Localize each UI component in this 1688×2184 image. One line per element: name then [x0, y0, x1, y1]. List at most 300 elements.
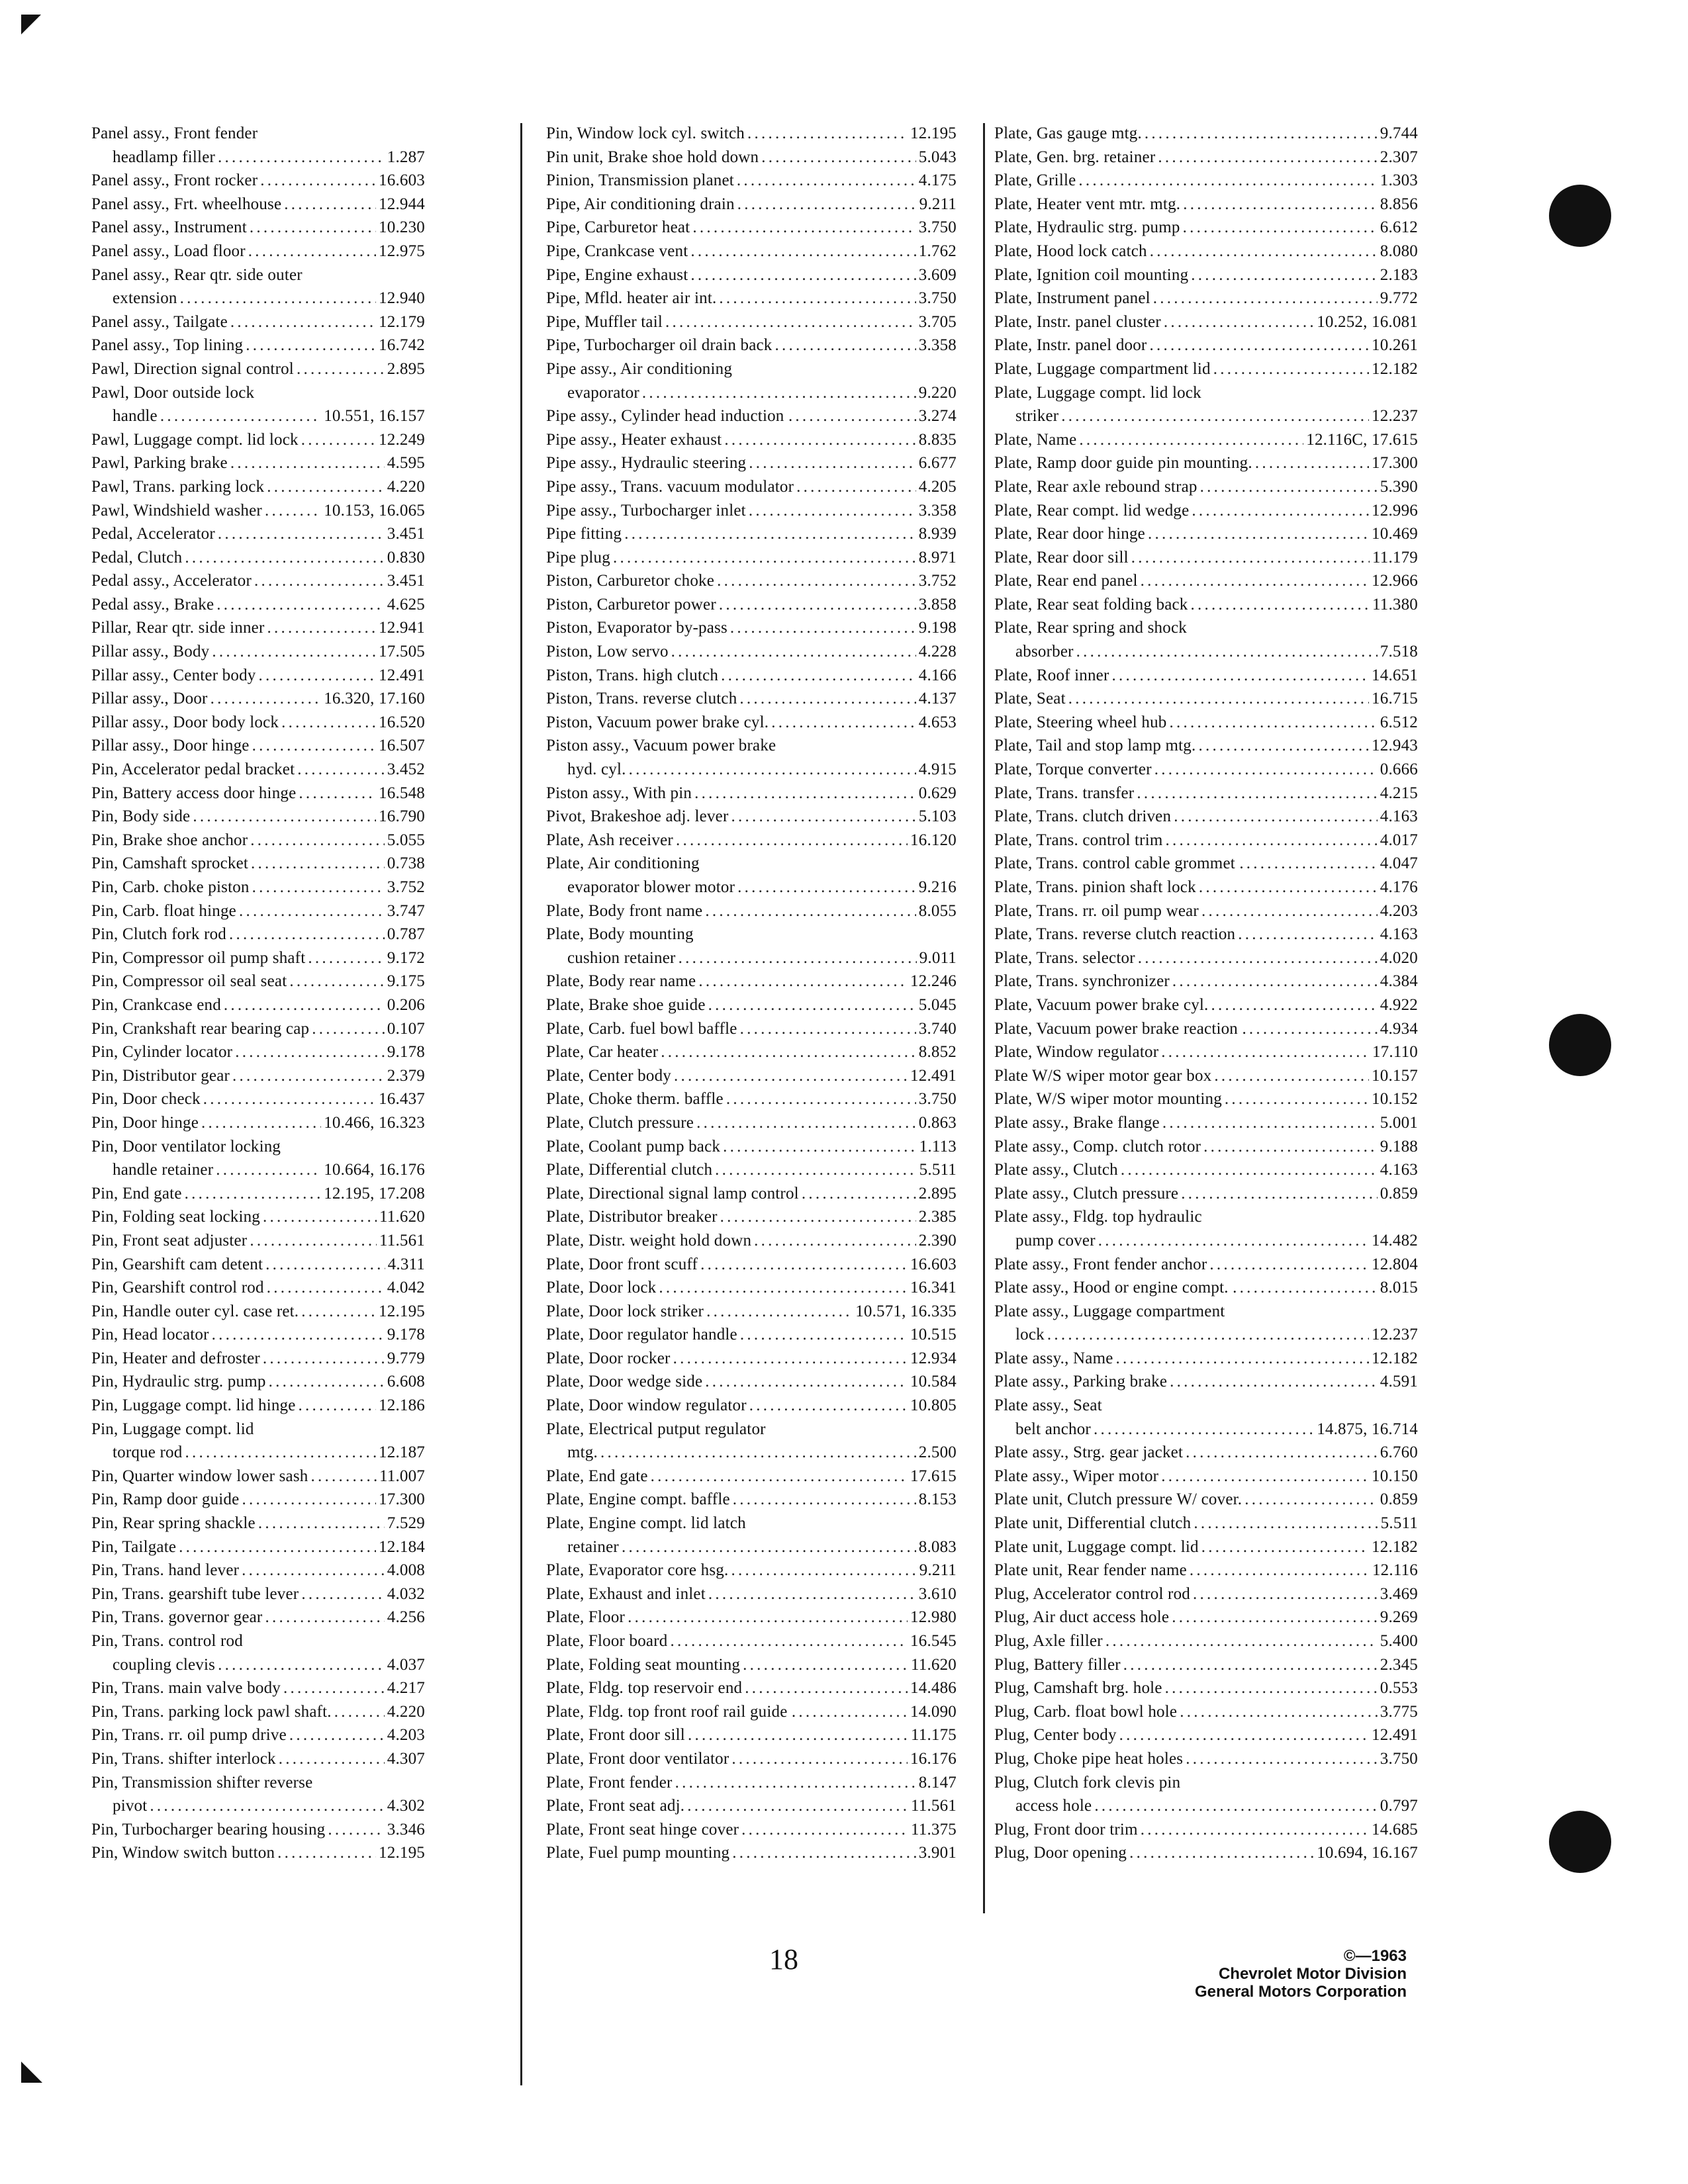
index-entry-term: Pin, Door hinge [91, 1113, 199, 1132]
index-entry-reference: 3.752 [387, 878, 425, 896]
index-entry-reference: 7.529 [387, 1514, 425, 1533]
index-entry [546, 1040, 957, 1064]
index-entry [546, 782, 957, 805]
index-entry [91, 216, 425, 240]
index-entry [91, 546, 425, 570]
dot-leader [229, 923, 385, 946]
index-entry-reference: 9.269 [1380, 1608, 1418, 1627]
dot-leader [665, 310, 916, 334]
index-entry [546, 946, 957, 970]
index-entry-term: Plate, Rear door hinge [994, 525, 1145, 543]
index-entry [91, 758, 425, 782]
dot-leader [277, 1841, 376, 1865]
index-entry [546, 1300, 957, 1324]
index-entry-heading [546, 357, 957, 381]
dot-leader [1161, 1040, 1370, 1064]
index-entry [91, 1676, 425, 1700]
dot-leader [1238, 923, 1378, 946]
dot-leader [254, 569, 385, 593]
index-entry-reference: 4.922 [1380, 995, 1418, 1014]
index-entry-term: Pin, Trans. hand lever [91, 1561, 240, 1580]
dot-leader [1154, 758, 1378, 782]
index-entry-term: Plate W/S wiper motor gear box [994, 1066, 1212, 1085]
index-entry-reference: 8.852 [918, 1043, 957, 1062]
index-entry-term: Plug, Axle filler [994, 1632, 1103, 1650]
index-entry-term: handle retainer [113, 1161, 214, 1179]
index-entry-term: Pin, Front seat adjuster [91, 1231, 248, 1250]
index-entry-term: Plate, Front door ventilator [546, 1749, 729, 1768]
index-entry [994, 169, 1418, 193]
index-entry-term: Plate, Hood lock catch [994, 242, 1147, 260]
index-entry-term: Pin, Luggage compt. lid hinge [91, 1396, 296, 1415]
index-entry-term: Plate, Floor board [546, 1632, 668, 1650]
dot-leader [1129, 1841, 1314, 1865]
index-entry-term: Plate, Rear seat folding back [994, 595, 1188, 614]
index-entry-heading [994, 616, 1418, 640]
dot-leader [1149, 334, 1369, 357]
index-entry [546, 475, 957, 499]
index-entry-term: Plate assy., Front fender anchor [994, 1255, 1207, 1273]
index-entry-term: Piston assy., With pin [546, 784, 692, 802]
dot-leader [733, 1488, 916, 1512]
index-entry [546, 1111, 957, 1135]
dot-leader [688, 1723, 908, 1747]
index-entry [994, 734, 1418, 758]
index-entry-term: Plate, Evaporator core hsg. [546, 1561, 729, 1580]
index-entry-reference: 0.629 [918, 784, 957, 802]
index-entry [546, 640, 957, 664]
dot-leader [1123, 1653, 1378, 1677]
index-entry-term: Pipe fitting [546, 525, 622, 543]
index-entry-reference: 12.116 [1372, 1561, 1418, 1580]
index-entry-heading [91, 381, 425, 405]
index-entry-reference: 3.750 [918, 289, 957, 308]
dot-leader [1116, 1347, 1370, 1371]
index-entry-term: Plate, Gen. brg. retainer [994, 148, 1156, 166]
index-entry-reference: 3.451 [387, 525, 425, 543]
index-entry-reference: 17.300 [379, 1490, 425, 1509]
index-entry [994, 357, 1418, 381]
index-entry-term: Plate, Distributor breaker [546, 1208, 718, 1226]
index-entry-term: Plate, Luggage compt. lid lock [994, 383, 1201, 402]
dot-leader [1094, 1794, 1377, 1818]
index-entry [91, 734, 425, 758]
index-entry-reference: 2.385 [918, 1208, 957, 1226]
dot-leader [218, 146, 385, 169]
index-entry-reference: 3.358 [918, 336, 957, 355]
index-entry [994, 876, 1418, 899]
index-entry-term: Pillar assy., Door body lock [91, 713, 279, 731]
index-entry-term: Pin, Hydraulic strg. pump [91, 1373, 266, 1391]
index-entry-term: Plate, Fldg. top reservoir end [546, 1679, 743, 1698]
dot-leader [1174, 805, 1378, 829]
index-entry-reference: 12.980 [910, 1608, 957, 1627]
index-entry-term: torque rod [113, 1443, 183, 1462]
index-entry-reference: 16.507 [379, 737, 425, 755]
dot-leader [661, 1040, 915, 1064]
index-entry-term: Plate, Seat [994, 690, 1066, 708]
index-entry [994, 1535, 1418, 1559]
index-entry-term: striker [1015, 407, 1059, 426]
dot-leader [1170, 1370, 1378, 1394]
index-entry [546, 593, 957, 617]
index-entry [994, 829, 1418, 852]
index-entry [994, 1158, 1418, 1182]
index-entry-term: Plate, Electrical putput regulator [546, 1420, 766, 1438]
index-entry-term: Plate unit, Rear fender name [994, 1561, 1187, 1580]
index-entry-reference: 9.198 [918, 619, 957, 637]
index-entry [91, 1582, 425, 1606]
dot-leader [1158, 146, 1377, 169]
index-entry [91, 616, 425, 640]
dot-leader [260, 169, 376, 193]
index-entry-reference: 16.603 [910, 1255, 957, 1273]
index-entry-reference: 1.762 [918, 242, 957, 260]
index-entry-term: Plate, Engine compt. baffle [546, 1490, 730, 1509]
dot-leader [724, 428, 915, 452]
index-entry [994, 1606, 1418, 1629]
index-entry [91, 899, 425, 923]
copyright-year: ©—1963 [1343, 1947, 1407, 1965]
index-entry-reference: 4.203 [387, 1726, 425, 1745]
dot-leader [312, 1017, 385, 1041]
dot-leader [1180, 1700, 1378, 1724]
corner-mark-bottom-left [21, 2062, 42, 2083]
index-entry-term: Pedal assy., Accelerator [91, 572, 252, 590]
index-entry [546, 1087, 957, 1111]
dot-leader [301, 1582, 384, 1606]
index-entry-reference: 3.469 [1380, 1584, 1418, 1603]
index-entry [91, 1818, 425, 1842]
index-entry-term: Pin, Compressor oil pump shaft [91, 948, 306, 967]
index-entry-term: Plate, Rear axle rebound strap [994, 477, 1197, 496]
index-entry-term: headlamp filler [113, 148, 216, 166]
dot-leader [265, 1606, 384, 1629]
index-entry-term: Plate, Front fender [546, 1773, 673, 1792]
index-entry [546, 1135, 957, 1159]
index-entry-term: coupling clevis [113, 1655, 216, 1674]
index-entry [994, 852, 1418, 876]
index-entry-reference: 14.090 [910, 1702, 957, 1721]
index-entry [546, 1606, 957, 1629]
index-entry-reference: 10.694, 16.167 [1317, 1844, 1418, 1862]
index-entry [91, 687, 425, 711]
index-entry-term: Pawl, Door outside lock [91, 383, 255, 402]
index-entry-reference: 10.157 [1372, 1066, 1418, 1085]
index-entry-term: Panel assy., Instrument [91, 218, 247, 237]
dot-leader [673, 1347, 908, 1371]
index-entry-reference: 2.895 [387, 359, 425, 378]
index-entry-reference: 6.608 [387, 1373, 425, 1391]
index-entry [546, 1582, 957, 1606]
index-entry [994, 664, 1418, 688]
index-entry [546, 404, 957, 428]
index-entry-term: Plate assy., Comp. clutch rotor [994, 1137, 1201, 1156]
dot-leader [1181, 1182, 1378, 1206]
index-entry-reference: 0.859 [1380, 1184, 1418, 1203]
index-entry [546, 1253, 957, 1277]
index-entry-reference: 16.437 [379, 1090, 425, 1109]
dot-leader [795, 404, 915, 428]
index-entry-term: Pin, Battery access door hinge [91, 784, 297, 802]
index-entry-term: hyd. cyl. [567, 760, 626, 779]
index-entry-reference: 0.206 [387, 995, 425, 1014]
dot-leader [708, 1582, 916, 1606]
index-entry-term: Plate, Door front scuff [546, 1255, 698, 1273]
dot-leader [1119, 1723, 1369, 1747]
index-entry-reference: 3.452 [387, 760, 425, 779]
dot-leader [250, 216, 376, 240]
dot-leader [690, 240, 915, 263]
dot-leader [289, 970, 384, 993]
index-entry-reference: 12.943 [1372, 737, 1418, 755]
index-entry [994, 1653, 1418, 1677]
dot-leader [715, 1158, 917, 1182]
index-entry [994, 899, 1418, 923]
dot-leader [230, 310, 376, 334]
index-entry-term: Plate assy., Luggage compartment [994, 1302, 1225, 1320]
dot-leader [676, 829, 908, 852]
index-entry [546, 310, 957, 334]
index-entry-reference: 16.548 [379, 784, 425, 802]
index-entry [546, 876, 957, 899]
index-entry-term: Plate, Ignition coil mounting [994, 265, 1189, 284]
dot-leader [1255, 451, 1369, 475]
index-entry-term: pivot [113, 1797, 148, 1815]
index-entry-reference: 16.715 [1372, 690, 1418, 708]
index-entry-reference: 8.147 [918, 1773, 957, 1792]
index-entry [91, 1323, 425, 1347]
index-entry-term: Plate unit, Clutch pressure W/ cover. [994, 1490, 1243, 1509]
index-entry-reference: 9.744 [1380, 124, 1418, 142]
index-entry [91, 1841, 425, 1865]
index-entry-heading [91, 263, 425, 287]
dot-leader [265, 1253, 385, 1277]
index-entry-term: Plug, Air duct access hole [994, 1608, 1170, 1627]
index-entry-term: Pin, Cylinder locator [91, 1043, 233, 1062]
dot-leader [1145, 122, 1378, 146]
index-entry-term: Plate, Front seat adj. [546, 1797, 685, 1815]
index-entry-reference: 3.451 [387, 572, 425, 590]
index-entry [994, 1017, 1418, 1041]
index-entry [91, 946, 425, 970]
dot-leader [283, 1676, 385, 1700]
index-entry-term: lock [1015, 1326, 1045, 1344]
index-entry [994, 475, 1418, 499]
dot-leader [297, 758, 385, 782]
dot-leader [193, 805, 376, 829]
index-entry-reference: 4.037 [387, 1655, 425, 1674]
index-entry [994, 1559, 1418, 1582]
index-entry [546, 546, 957, 570]
index-entry-term: Plate, Brake shoe guide [546, 995, 706, 1014]
index-entry-term: Pinion, Transmission planet [546, 171, 734, 190]
dot-leader [628, 1606, 908, 1629]
index-entry [546, 569, 957, 593]
index-entry [546, 193, 957, 216]
index-entry-reference: 5.043 [918, 148, 957, 166]
index-entry [994, 146, 1418, 169]
index-entry-reference: 7.518 [1380, 643, 1418, 661]
index-entry [994, 1465, 1418, 1488]
index-entry-term: Plate, Door regulator handle [546, 1326, 737, 1344]
index-entry-reference: 6.612 [1380, 218, 1418, 237]
index-entry-term: Pedal, Accelerator [91, 525, 215, 543]
index-entry-reference: 10.551, 16.157 [324, 407, 425, 426]
index-entry-reference: 10.515 [910, 1326, 957, 1344]
dot-leader [218, 522, 385, 546]
dot-leader [185, 546, 384, 570]
dot-leader [267, 1276, 385, 1300]
dot-leader [741, 1818, 908, 1842]
index-entry [994, 640, 1418, 664]
index-entry-reference: 5.001 [1380, 1113, 1418, 1132]
dot-leader [687, 1794, 908, 1818]
index-entry-reference: 8.856 [1380, 195, 1418, 213]
index-entry [91, 1205, 425, 1229]
index-entry [91, 334, 425, 357]
dot-leader [737, 876, 916, 899]
index-entry [994, 946, 1418, 970]
index-entry [91, 169, 425, 193]
index-entry-reference: 10.469 [1372, 525, 1418, 543]
index-entry [91, 1370, 425, 1394]
index-entry-reference: 9.779 [387, 1349, 425, 1367]
index-entry [546, 1676, 957, 1700]
index-entry [994, 1582, 1418, 1606]
dot-leader [267, 616, 376, 640]
index-entry-term: Pipe, Air conditioning drain [546, 195, 735, 213]
index-entry [994, 193, 1418, 216]
dot-leader [771, 711, 916, 735]
punch-hole-top [1549, 185, 1611, 247]
dot-leader [721, 664, 916, 688]
index-entry-reference: 4.915 [918, 760, 957, 779]
index-entry-term: Pin, Crankcase end [91, 995, 221, 1014]
dot-leader [1193, 1582, 1378, 1606]
dot-leader [212, 1323, 385, 1347]
index-entry-term: cushion retainer [567, 948, 676, 967]
index-entry-term: Pin, Brake shoe anchor [91, 831, 248, 849]
dot-leader [1244, 1488, 1378, 1512]
index-entry-heading [546, 1418, 957, 1441]
index-entry [994, 782, 1418, 805]
index-entry-term: Plug, Front door trim [994, 1820, 1138, 1839]
index-entry-reference: 12.182 [1372, 1349, 1418, 1367]
index-entry-term: Pin, Body side [91, 807, 191, 826]
index-entry-heading [91, 1135, 425, 1159]
dot-leader [242, 1559, 385, 1582]
dot-leader [263, 1205, 377, 1229]
dot-leader [1131, 546, 1370, 570]
dot-leader [745, 1676, 908, 1700]
index-entry [91, 1111, 425, 1135]
dot-leader [1192, 499, 1369, 523]
dot-leader [1098, 1229, 1369, 1253]
index-entry [994, 1418, 1418, 1441]
index-entry-term: Pin, Trans. parking lock pawl shaft. [91, 1702, 332, 1721]
dot-leader [328, 1818, 384, 1842]
dot-leader [1068, 687, 1369, 711]
index-entry-reference: 9.011 [919, 948, 957, 967]
dot-leader [235, 1040, 385, 1064]
index-entry [546, 970, 957, 993]
index-entry-reference: 4.228 [918, 643, 957, 661]
index-entry [546, 1723, 957, 1747]
index-entry [546, 334, 957, 357]
index-entry-term: Plate, Trans. pinion shaft lock [994, 878, 1196, 896]
index-entry-reference: 9.211 [919, 1561, 957, 1580]
dot-leader [679, 946, 917, 970]
index-entry-term: Plate, Rear spring and shock [994, 619, 1187, 637]
index-entry [546, 169, 957, 193]
index-entry-term: Pin, Trans. shifter interlock [91, 1749, 276, 1768]
index-entry [994, 1676, 1418, 1700]
dot-leader [740, 1017, 916, 1041]
index-entry-term: Plate assy., Brake flange [994, 1113, 1160, 1132]
dot-leader [747, 122, 908, 146]
index-entry-reference: 3.610 [918, 1584, 957, 1603]
index-entry-term: Pawl, Direction signal control [91, 359, 294, 378]
index-entry-reference: 12.179 [379, 312, 425, 331]
index-entry-term: Plate, Front door sill [546, 1726, 685, 1745]
index-entry-reference: 11.380 [1372, 595, 1418, 614]
dot-leader [160, 404, 321, 428]
index-entry [994, 1111, 1418, 1135]
dot-leader [730, 616, 916, 640]
index-entry-reference: 14.651 [1372, 666, 1418, 684]
index-entry-heading [91, 1418, 425, 1441]
dot-leader [659, 1276, 908, 1300]
index-entry-term: Piston assy., Vacuum power brake [546, 737, 776, 755]
index-entry-term: Plate, End gate [546, 1467, 648, 1485]
dot-leader [1166, 829, 1378, 852]
dot-leader [334, 1700, 385, 1724]
corner-mark-top-left [21, 15, 41, 34]
index-entry-term: Pipe, Mfld. heater air int. [546, 289, 717, 308]
dot-leader [749, 451, 916, 475]
dot-leader [279, 1747, 385, 1771]
index-entry-heading [546, 923, 957, 946]
punch-hole-middle [1549, 1014, 1611, 1076]
index-entry-term: Plate, Rear end panel [994, 572, 1138, 590]
index-entry-term: Plate, Trans. control trim [994, 831, 1163, 849]
index-entry [994, 522, 1418, 546]
index-entry-reference: 10.230 [379, 218, 425, 237]
index-entry [91, 1017, 425, 1041]
index-entry-reference: 4.175 [918, 171, 957, 190]
index-entry-term: Plate unit, Differential clutch [994, 1514, 1192, 1533]
index-entry-reference: 4.934 [1380, 1019, 1418, 1038]
index-entry-reference: 9.172 [387, 948, 425, 967]
index-entry [546, 664, 957, 688]
index-entry-term: Plate, Door lock striker [546, 1302, 704, 1320]
index-entry-term: Plate, Luggage compartment lid [994, 359, 1211, 378]
index-entry-reference: 12.975 [379, 242, 425, 260]
index-entry-reference: 5.390 [1380, 477, 1418, 496]
index-entry-reference: 0.787 [387, 925, 425, 944]
index-entry-term: Piston, Carburetor power [546, 595, 716, 614]
index-entry-reference: 3.752 [918, 572, 957, 590]
index-entry-term: Pin, Turbocharger bearing housing [91, 1820, 326, 1839]
dot-leader [150, 1794, 384, 1818]
index-entry [546, 216, 957, 240]
index-entry-reference: 0.830 [387, 548, 425, 567]
index-entry [994, 499, 1418, 523]
index-entry [546, 1747, 957, 1771]
index-entry-reference: 4.205 [918, 477, 957, 496]
index-entry [91, 970, 425, 993]
